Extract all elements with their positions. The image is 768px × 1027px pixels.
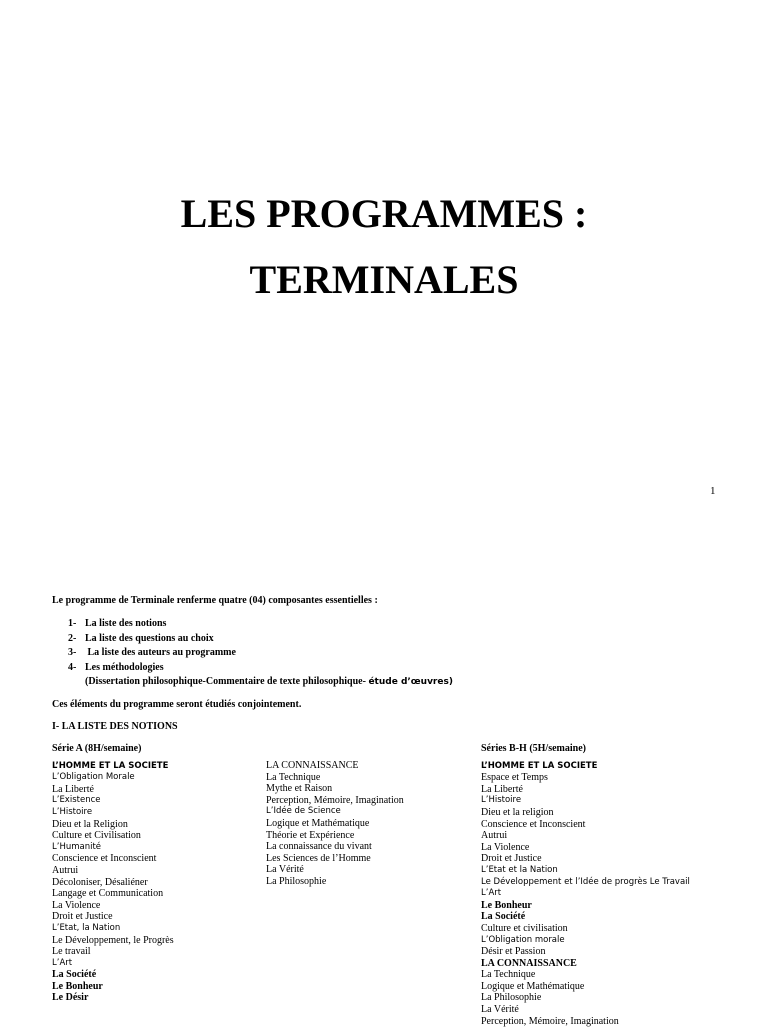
intro-paragraph: Le programme de Terminale renferme quatre (04) composantes essentielles :: [52, 595, 378, 606]
list-item: Dieu et la religion: [481, 806, 554, 818]
list-item: La Technique: [266, 771, 321, 783]
list-item: Les Sciences de l’Homme: [266, 852, 371, 864]
list-item: 3- La liste des auteurs au programme: [68, 647, 236, 659]
list-item: Droit et Justice: [52, 911, 113, 923]
page-title-line2: TERMINALES: [249, 257, 519, 302]
page-title-line1: LES PROGRAMMES :: [180, 191, 588, 236]
list-item: Droit et Justice: [481, 853, 542, 865]
list-item: Perception, Mémoire, Imagination: [481, 1015, 619, 1027]
list-item: La Vérité: [266, 864, 304, 876]
list-item: Culture et civilisation: [481, 922, 568, 934]
list-item: L’Obligation morale: [481, 934, 565, 945]
list-item: Perception, Mémoire, Imagination: [266, 794, 404, 806]
list-item: Logique et Mathématique: [266, 817, 370, 829]
list-item: L’Histoire: [481, 795, 522, 806]
methodologies-detail: (Dissertation philosophique-Commentaire de texte philosophique- étude d’œuvres): [85, 676, 453, 688]
list-item: L’Idée de Science: [266, 806, 341, 817]
list-item: L’Obligation Morale: [52, 772, 135, 783]
list-item: La Philosophie: [266, 875, 327, 887]
list-item: Espace et Temps: [481, 772, 548, 784]
list-item: Logique et Mathématique: [481, 980, 585, 992]
list-item: Le travail: [52, 946, 91, 958]
group-title: LA CONNAISSANCE: [266, 760, 359, 771]
list-item: Désir et Passion: [481, 946, 546, 958]
conjointement-note: Ces éléments du programme seront étudiés conjointement.: [52, 699, 302, 710]
list-item: La connaissance du vivant: [266, 841, 372, 853]
list-item: Le Bonheur: [481, 899, 532, 911]
list-item: Conscience et Inconscient: [52, 853, 157, 865]
list-item: Dieu et la Religion: [52, 818, 128, 830]
list-item: L’Etat et la Nation: [481, 864, 558, 875]
section-heading: I- LA LISTE DES NOTIONS: [52, 721, 178, 732]
list-item: 2- La liste des questions au choix: [68, 632, 214, 644]
list-item: La Société: [481, 911, 526, 923]
list-item: La Liberté: [52, 783, 94, 795]
list-item: Théorie et Expérience: [266, 829, 355, 841]
group-title: L’HOMME ET LA SOCIETE: [52, 760, 169, 771]
list-item: La Vérité: [481, 1004, 519, 1016]
serie-a-heading: Série A (8H/semaine): [52, 743, 142, 754]
list-item: Autrui: [52, 864, 79, 876]
list-item: 4- Les méthodologies (Dissertation philosophique-Commentaire de texte philosophique- étude d’œuvres): [68, 661, 453, 690]
list-item: Conscience et Inconscient: [481, 818, 586, 830]
serie-bh-heading: Séries B-H (5H/semaine): [481, 743, 586, 754]
serie-a-column: [52, 743, 252, 1004]
list-item: Le Développement, le Progrès: [52, 934, 174, 946]
list-item: L’Existence: [52, 795, 101, 806]
list-item: Le Désir: [52, 992, 89, 1004]
list-item: Le Bonheur: [52, 980, 103, 992]
list-item: Le Développement et l’Idée de progrès Le Travail: [481, 876, 690, 887]
page-number: 1: [710, 485, 716, 497]
list-item: Décoloniser, Désaliéner: [52, 876, 148, 888]
list-item: L’Histoire: [52, 806, 93, 817]
list-item: Mythe et Raison: [266, 783, 333, 795]
list-item: La Philosophie: [481, 992, 542, 1004]
list-item: La Liberté: [481, 783, 523, 795]
group-title: LA CONNAISSANCE: [481, 957, 577, 969]
list-item: 1- La liste des notions: [68, 618, 167, 629]
serie-bh-column: [481, 743, 741, 1027]
list-item: Autrui: [481, 830, 508, 842]
list-item: La Violence: [52, 899, 101, 911]
list-item: L’Art: [52, 957, 73, 968]
list-item: L’Humanité: [52, 841, 102, 852]
list-item: L’Art: [481, 888, 502, 899]
list-item: L’Etat, la Nation: [52, 922, 121, 933]
serie-a-connaissance-column: [266, 760, 466, 888]
group-title: L’HOMME ET LA SOCIETE: [481, 760, 598, 771]
list-item: La Violence: [481, 841, 530, 853]
list-item: La Technique: [481, 969, 536, 981]
components-list: [68, 617, 453, 690]
list-item: Culture et Civilisation: [52, 830, 141, 842]
list-item: Langage et Communication: [52, 888, 164, 900]
list-item: La Société: [52, 969, 97, 981]
